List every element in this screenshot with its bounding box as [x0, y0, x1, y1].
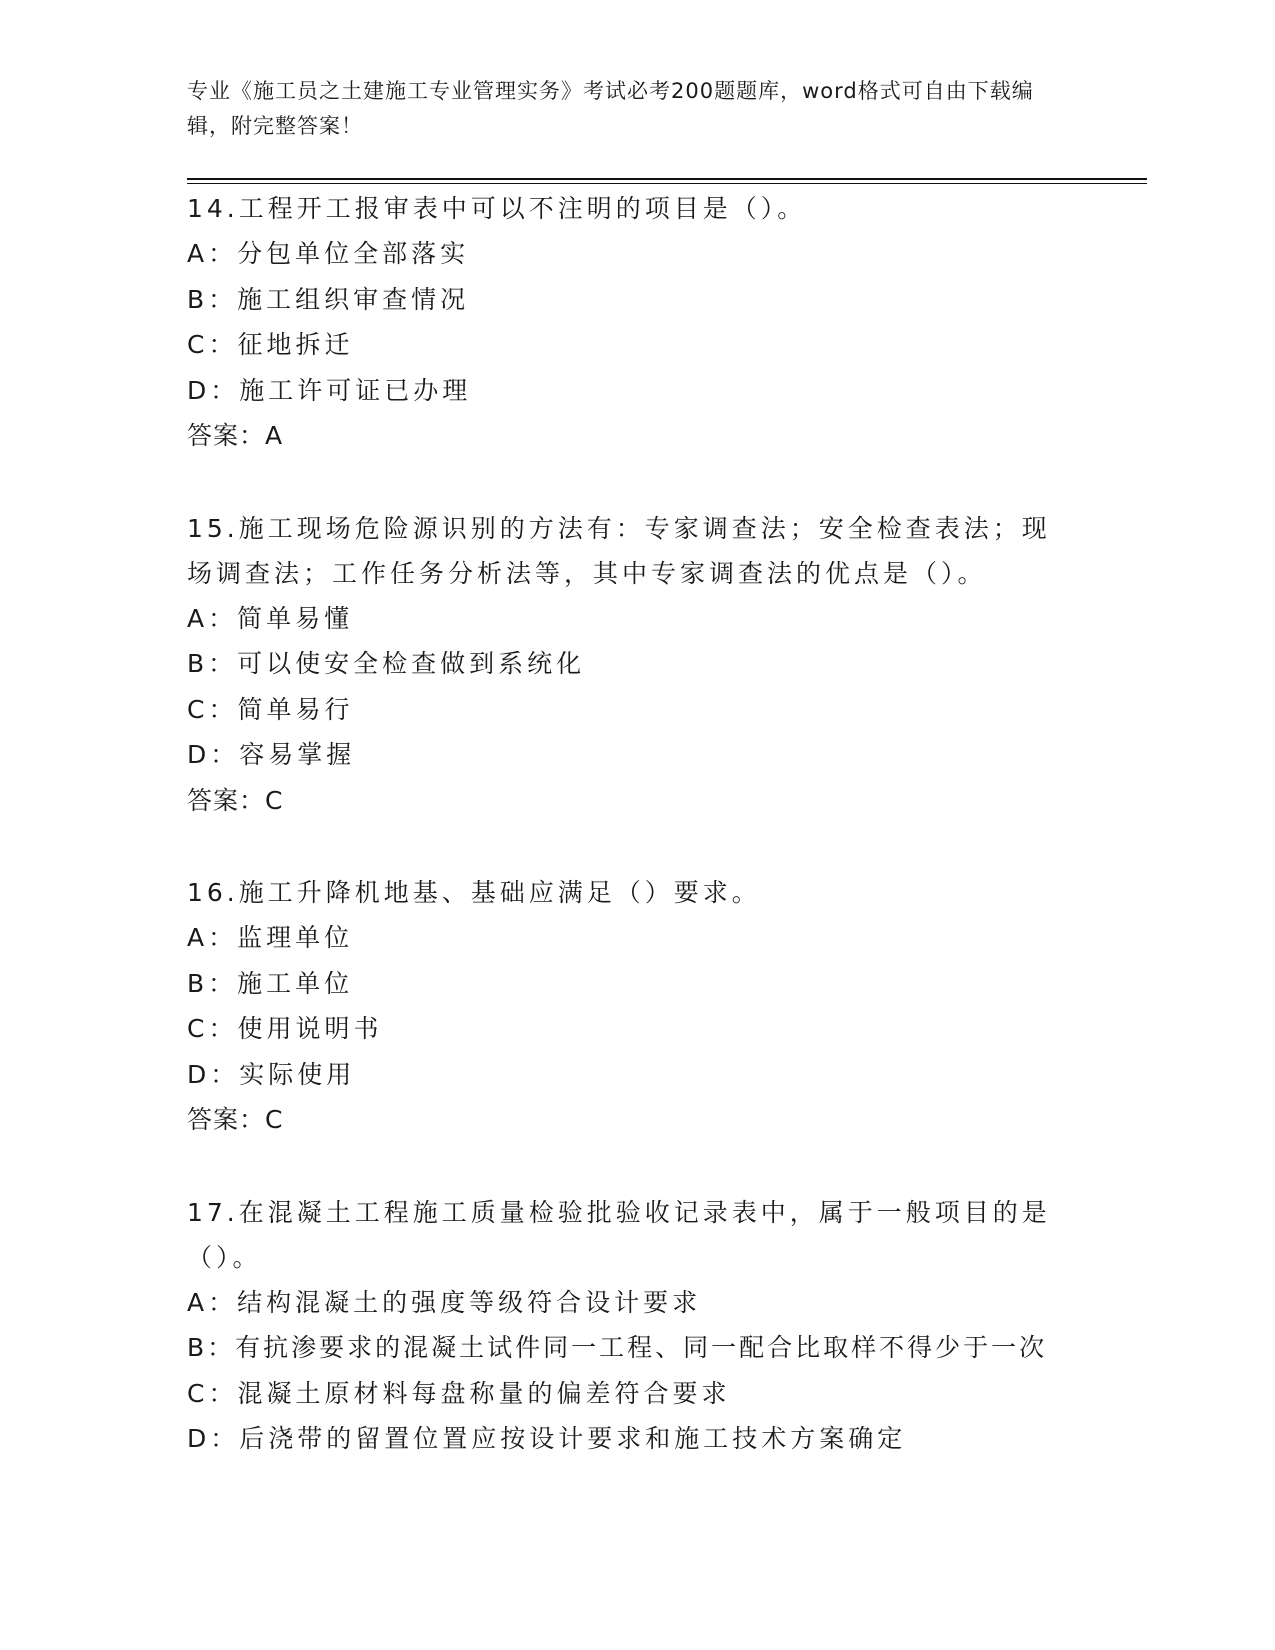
option-b: B：施工组织审查情况 — [187, 284, 470, 314]
option-d: D：容易掌握 — [187, 740, 356, 769]
question-14 — [187, 186, 1067, 459]
question-list — [187, 186, 1067, 1509]
question-text: 15.施工现场危险源识别的方法有：专家调查法；安全检查表法；现场调查法；工作任务分析法等，其中专家调查法的优点是（）。 — [187, 513, 1051, 588]
answer: 答案：C — [187, 785, 284, 815]
question-16 — [187, 870, 1067, 1143]
option-b: B：施工单位 — [187, 968, 354, 998]
option-c: C：简单易行 — [187, 694, 354, 724]
option-a: A：简单易懂 — [187, 603, 354, 633]
option-b: B：可以使安全检查做到系统化 — [187, 649, 586, 678]
question-17 — [187, 1190, 1067, 1462]
option-d: D：后浇带的留置位置应按设计要求和施工技术方案确定 — [187, 1424, 907, 1453]
option-d: D：施工许可证已办理 — [187, 375, 472, 405]
document-header: 专业《施工员之土建施工专业管理实务》考试必考200题题库，word格式可自由下载编辑，附完整答案！ — [187, 79, 1034, 138]
option-b: B：有抗渗要求的混凝土试件同一工程、同一配合比取样不得少于一次 — [187, 1333, 1048, 1362]
header-divider-thick — [187, 178, 1147, 180]
question-text: 17.在混凝土工程施工质量检验批验收记录表中，属于一般项目的是（）。 — [187, 1197, 1051, 1272]
question-text: 16.施工升降机地基、基础应满足（）要求。 — [187, 878, 761, 907]
answer: 答案：C — [187, 1105, 284, 1134]
option-c: C：使用说明书 — [187, 1014, 383, 1043]
answer: 答案：A — [187, 421, 284, 450]
question-text: 14.工程开工报审表中可以不注明的项目是（）。 — [187, 194, 807, 223]
option-a: A：监理单位 — [187, 923, 354, 952]
option-c: C：混凝土原材料每盘称量的偏差符合要求 — [187, 1378, 731, 1408]
option-a: A：结构混凝土的强度等级符合设计要求 — [187, 1287, 702, 1317]
question-15 — [187, 506, 1067, 824]
header-divider-thin — [187, 183, 1147, 184]
option-c: C：征地拆迁 — [187, 330, 354, 359]
option-a: A：分包单位全部落实 — [187, 239, 470, 268]
option-d: D：实际使用 — [187, 1059, 356, 1089]
